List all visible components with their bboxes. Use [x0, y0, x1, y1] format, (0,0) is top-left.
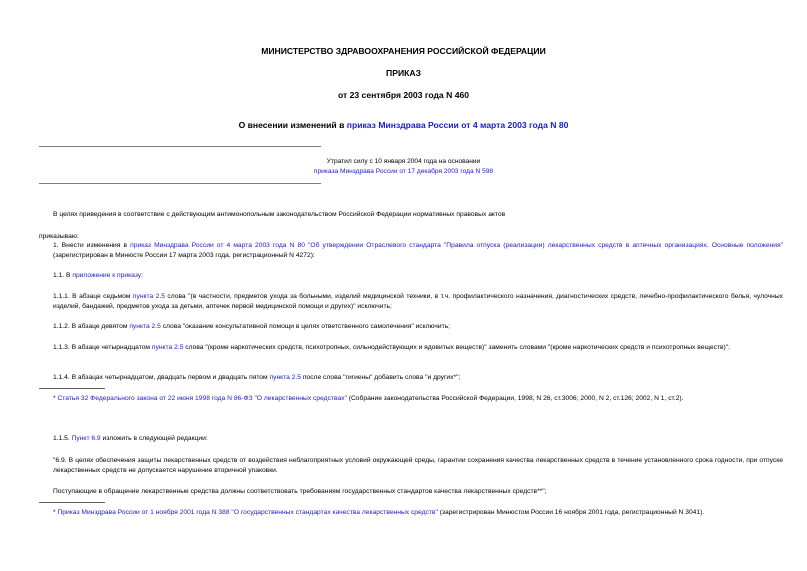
title-link[interactable]: приказ Минздрава России от 4 марта 2003 года N 80 — [346, 120, 569, 130]
doc-type-heading: ПРИКАЗ — [386, 68, 421, 78]
title-prefix: О внесении изменений в — [238, 120, 347, 130]
point-2-5-link[interactable]: пункта 2.5 — [132, 293, 165, 300]
page-title — [0, 120, 807, 130]
appendix-link[interactable]: приложение к приказу — [72, 272, 142, 279]
footnote-1 — [39, 394, 783, 404]
paragraph-1-1 — [39, 271, 783, 281]
ministry-heading: МИНИСТЕРСТВО ЗДРАВООХРАНЕНИЯ РОССИЙСКОЙ ФЕДЕРАЦИИ — [261, 46, 546, 56]
paragraph-1-1-4-text: 1.1.4. В абзацах четырнадцатом, двадцать первом и двадцать пятом — [53, 374, 270, 381]
paragraph-1-1-5 — [39, 434, 783, 444]
footnote-2-marker: * — [53, 509, 58, 516]
paragraph-1-1-3 — [39, 343, 783, 353]
paragraph-1-1-4 — [39, 373, 783, 383]
paragraph-1-1-2 — [39, 322, 783, 332]
paragraph-1-1-5-tail: изложить в следующей редакции: — [100, 435, 208, 442]
paragraph-1-1-2-tail: слова "оказание консультативной помощи в целях ответственного самолечения" исключить; — [160, 323, 451, 330]
footnote-divider-2 — [39, 502, 105, 503]
order-word: приказываю: — [39, 233, 79, 240]
footnote-2-tail: (зарегистрирован Минюстом России 16 ноября 2001 года, регистрационный N 3041). — [437, 509, 705, 516]
paragraph-1-1-3-tail: слова "(кроме наркотических средств, психотропных, сильнодействующих и ядовитых веществ)" заменить словами "(кроме наркотических средств и психотропных веществ)"; — [183, 344, 731, 351]
point-6-9-link[interactable]: Пункт 6.9 — [71, 435, 101, 442]
footnote-2 — [39, 508, 783, 518]
intro-paragraph: В целях приведения в соответствие с действующим антимонопольным законодательством Российской Федерации нормативных правовых актов — [53, 211, 506, 218]
footnote-1-marker: * — [53, 395, 58, 402]
paragraph-1-1-tail: : — [141, 272, 144, 279]
paragraph-1-1-3-text: 1.1.3. В абзаце четырнадцатом — [53, 344, 152, 351]
paragraph-1-1-1-text: 1.1.1. В абзаце седьмом — [53, 293, 133, 300]
point-2-5-link[interactable]: пункта 2.5 — [129, 323, 161, 330]
status-note — [0, 157, 807, 177]
paragraph-1-1-1 — [39, 292, 783, 312]
status-note-text: Утратил силу с 10 января 2004 года на основании — [326, 158, 481, 165]
paragraph-6-9: "6.9. В целях обеспечения защиты лекарственных средств от воздействия неблагоприятных условий окружающей среды, гарантии сохранения качества лекарственных средств в течение установленного срока годности, при отпуске лекарственных средств не допускается нарушение вторичной упаковки. — [53, 457, 783, 474]
point-2-5-link[interactable]: пункта 2.5 — [151, 344, 184, 351]
order-80-link[interactable]: приказ Минздрава России от 4 марта 2003 года N 80 "Об утверждении Отраслевого стандарта "Правила отпуска (реализации) лекарственных средств в аптечных организациях. Основные положения" — [130, 242, 783, 249]
paragraph-1 — [39, 241, 783, 261]
paragraph-1-tail: (зарегистрирован в Минюсте России 17 марта 2003 года, регистрационный N 4272): — [53, 252, 315, 259]
paragraph-1-1-1-tail: слова "(в частности, предметов ухода за больными, изделий медицинской техники, в т.ч. профилактического назначения, диагностических средств, лечебно-профилактического белья, чулочных изделий, бандажей, предметов ухода за детьми, аптечек первой медицинской помощи и других)" исключить; — [53, 293, 783, 310]
point-2-5-link[interactable]: пункта 2.5 — [269, 374, 302, 381]
footnote-1-tail: (Собрание законодательства Российской Федерации, 1998, N 26, ст.3006; 2000, N 2, ст.126; 2002, N 1, ст.2). — [346, 395, 684, 402]
paragraph-1-1-2-text: 1.1.2. В абзаце девятом — [53, 323, 130, 330]
order-388-link[interactable]: Приказ Минздрава России от 1 ноября 2001 года N 388 "О государственных стандартах качества лекарственных средств" — [57, 509, 438, 516]
footnote-divider — [39, 388, 105, 389]
paragraph-incoming: Поступающие в обращение лекарственные средства должны соответствовать требованиям государственных стандартов качества лекарственных средств**"; — [53, 488, 547, 495]
paragraph-1-text: 1. Внести изменения в — [53, 242, 131, 249]
paragraph-1-1-4-tail: после слова "гигиены" добавить слова "и других*"; — [301, 374, 461, 381]
federal-law-link[interactable]: Статья 32 Федерального закона от 22 июня 1998 года N 86-ФЗ "О лекарственных средствах" — [57, 395, 347, 402]
date-line: от 23 сентября 2003 года N 460 — [337, 90, 470, 100]
divider-top — [39, 146, 321, 147]
paragraph-1-1-5-text: 1.1.5. — [53, 435, 72, 442]
paragraph-1-1-text: 1.1. В — [53, 272, 73, 279]
status-note-link[interactable]: приказа Минздрава России от 17 декабря 2003 года N 598 — [313, 168, 494, 175]
divider-bottom — [39, 183, 321, 184]
